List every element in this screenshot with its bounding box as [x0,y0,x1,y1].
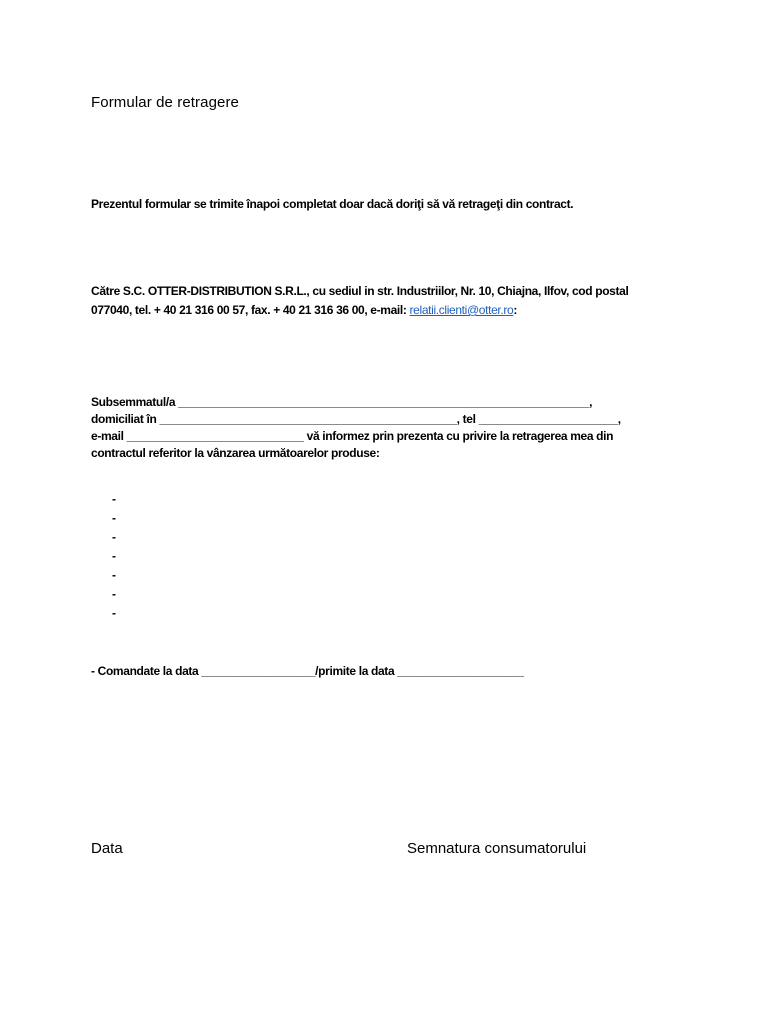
form-title: Formular de retragere [91,94,239,111]
recipient-contact-line [91,301,661,320]
date-label: Data [91,840,123,857]
declaration-address-line: domiciliat în _______________________________________________, tel ______________________, [91,412,621,426]
order-dates-line: - Comandate la data __________________/primite la data ____________________ [91,664,524,678]
declaration-block [91,394,661,462]
list-item: - [112,530,116,544]
list-item: - [112,587,116,601]
recipient-contact-suffix: : [513,303,518,317]
intro-text: Prezentul formular se trimite înapoi completat doar dacă doriţi să vă retrageţi din contract. [91,197,574,211]
email-link[interactable]: relatii.clienti@otter.ro [409,303,514,317]
recipient-address-line: Către S.C. OTTER-DISTRIBUTION S.R.L., cu sediul in str. Industriilor, Nr. 10, Chiajna, Ilfov, cod postal [91,284,629,298]
list-item: - [112,492,116,506]
recipient-contact-text: 077040, tel. + 40 21 316 00 57, fax. + 40 21 316 36 00, e-mail: [91,303,410,317]
recipient-block [91,282,661,320]
declaration-email-line: e-mail ____________________________ vă informez prin prezenta cu privire la retragerea mea din [91,429,614,443]
list-item: - [112,511,116,525]
declaration-products-line: contractul referitor la vânzarea următoarelor produse: [91,446,380,460]
declaration-name-line: Subsemmatul/a _________________________________________________________________, [91,395,593,409]
list-item: - [112,549,116,563]
list-item: - [112,606,116,620]
list-item: - [112,568,116,582]
consumer-signature-label: Semnatura consumatorului [407,840,587,857]
product-list [112,490,116,623]
